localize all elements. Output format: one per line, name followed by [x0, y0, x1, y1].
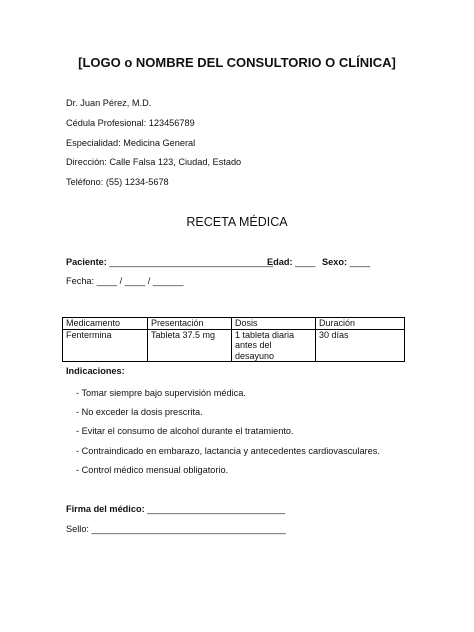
indication-item: - No exceder la dosis prescrita.	[76, 407, 203, 417]
age-label: Edad:	[267, 257, 293, 267]
patient-row	[66, 257, 273, 267]
column-header-presentacion: Presentación	[148, 318, 232, 330]
doctor-signature-row	[66, 504, 285, 514]
doctor-name: Dr. Juan Pérez, M.D.	[66, 98, 152, 108]
seal-label: Sello:	[66, 524, 89, 534]
table-row	[63, 329, 405, 362]
medication-table	[62, 317, 405, 362]
doctor-signature-label: Firma del médico:	[66, 504, 145, 514]
doctor-phone: Teléfono: (55) 1234-5678	[66, 177, 169, 187]
indication-item: - Evitar el consumo de alcohol durante el tratamiento.	[76, 426, 294, 436]
patient-field[interactable]: ________________________________	[109, 257, 273, 267]
patient-label: Paciente:	[66, 257, 107, 267]
indication-item: - Control médico mensual obligatorio.	[76, 465, 229, 475]
sex-field[interactable]: ____	[349, 257, 371, 267]
cell-medicamento: Fentermina	[63, 329, 148, 362]
clinic-name-header: [LOGO o NOMBRE DEL CONSULTORIO O CLÍNICA]	[78, 55, 396, 70]
prescription-title: RECETA MÉDICA	[186, 215, 288, 229]
indication-item: - Tomar siempre bajo supervisión médica.	[76, 388, 246, 398]
cell-duracion: 30 días	[316, 329, 405, 362]
indication-item: - Contraindicado en embarazo, lactancia y antecedentes cardiovasculares.	[76, 446, 380, 456]
sex-row	[322, 257, 370, 267]
age-row	[267, 257, 316, 267]
seal-row	[66, 524, 286, 534]
dosis-line-2: antes del desayuno	[235, 340, 275, 361]
doctor-specialty: Especialidad: Medicina General	[66, 138, 196, 148]
column-header-dosis: Dosis	[232, 318, 316, 330]
sex-label: Sexo:	[322, 257, 348, 267]
cell-dosis	[232, 329, 316, 362]
doctor-license: Cédula Profesional: 123456789	[66, 118, 195, 128]
doctor-address: Dirección: Calle Falsa 123, Ciudad, Estado	[66, 157, 242, 167]
cell-presentacion: Tableta 37.5 mg	[148, 329, 232, 362]
doctor-signature-field[interactable]: ___________________________	[147, 504, 286, 514]
column-header-duracion: Duración	[316, 318, 405, 330]
column-header-medicamento: Medicamento	[63, 318, 148, 330]
indications-title: Indicaciones:	[66, 366, 125, 376]
age-field[interactable]: ____	[295, 257, 316, 267]
table-header-row	[63, 318, 405, 330]
seal-field[interactable]: ______________________________________	[91, 524, 286, 534]
date-field[interactable]: Fecha: ____ / ____ / ______	[66, 276, 184, 286]
dosis-line-1: 1 tableta diaria	[235, 329, 295, 340]
